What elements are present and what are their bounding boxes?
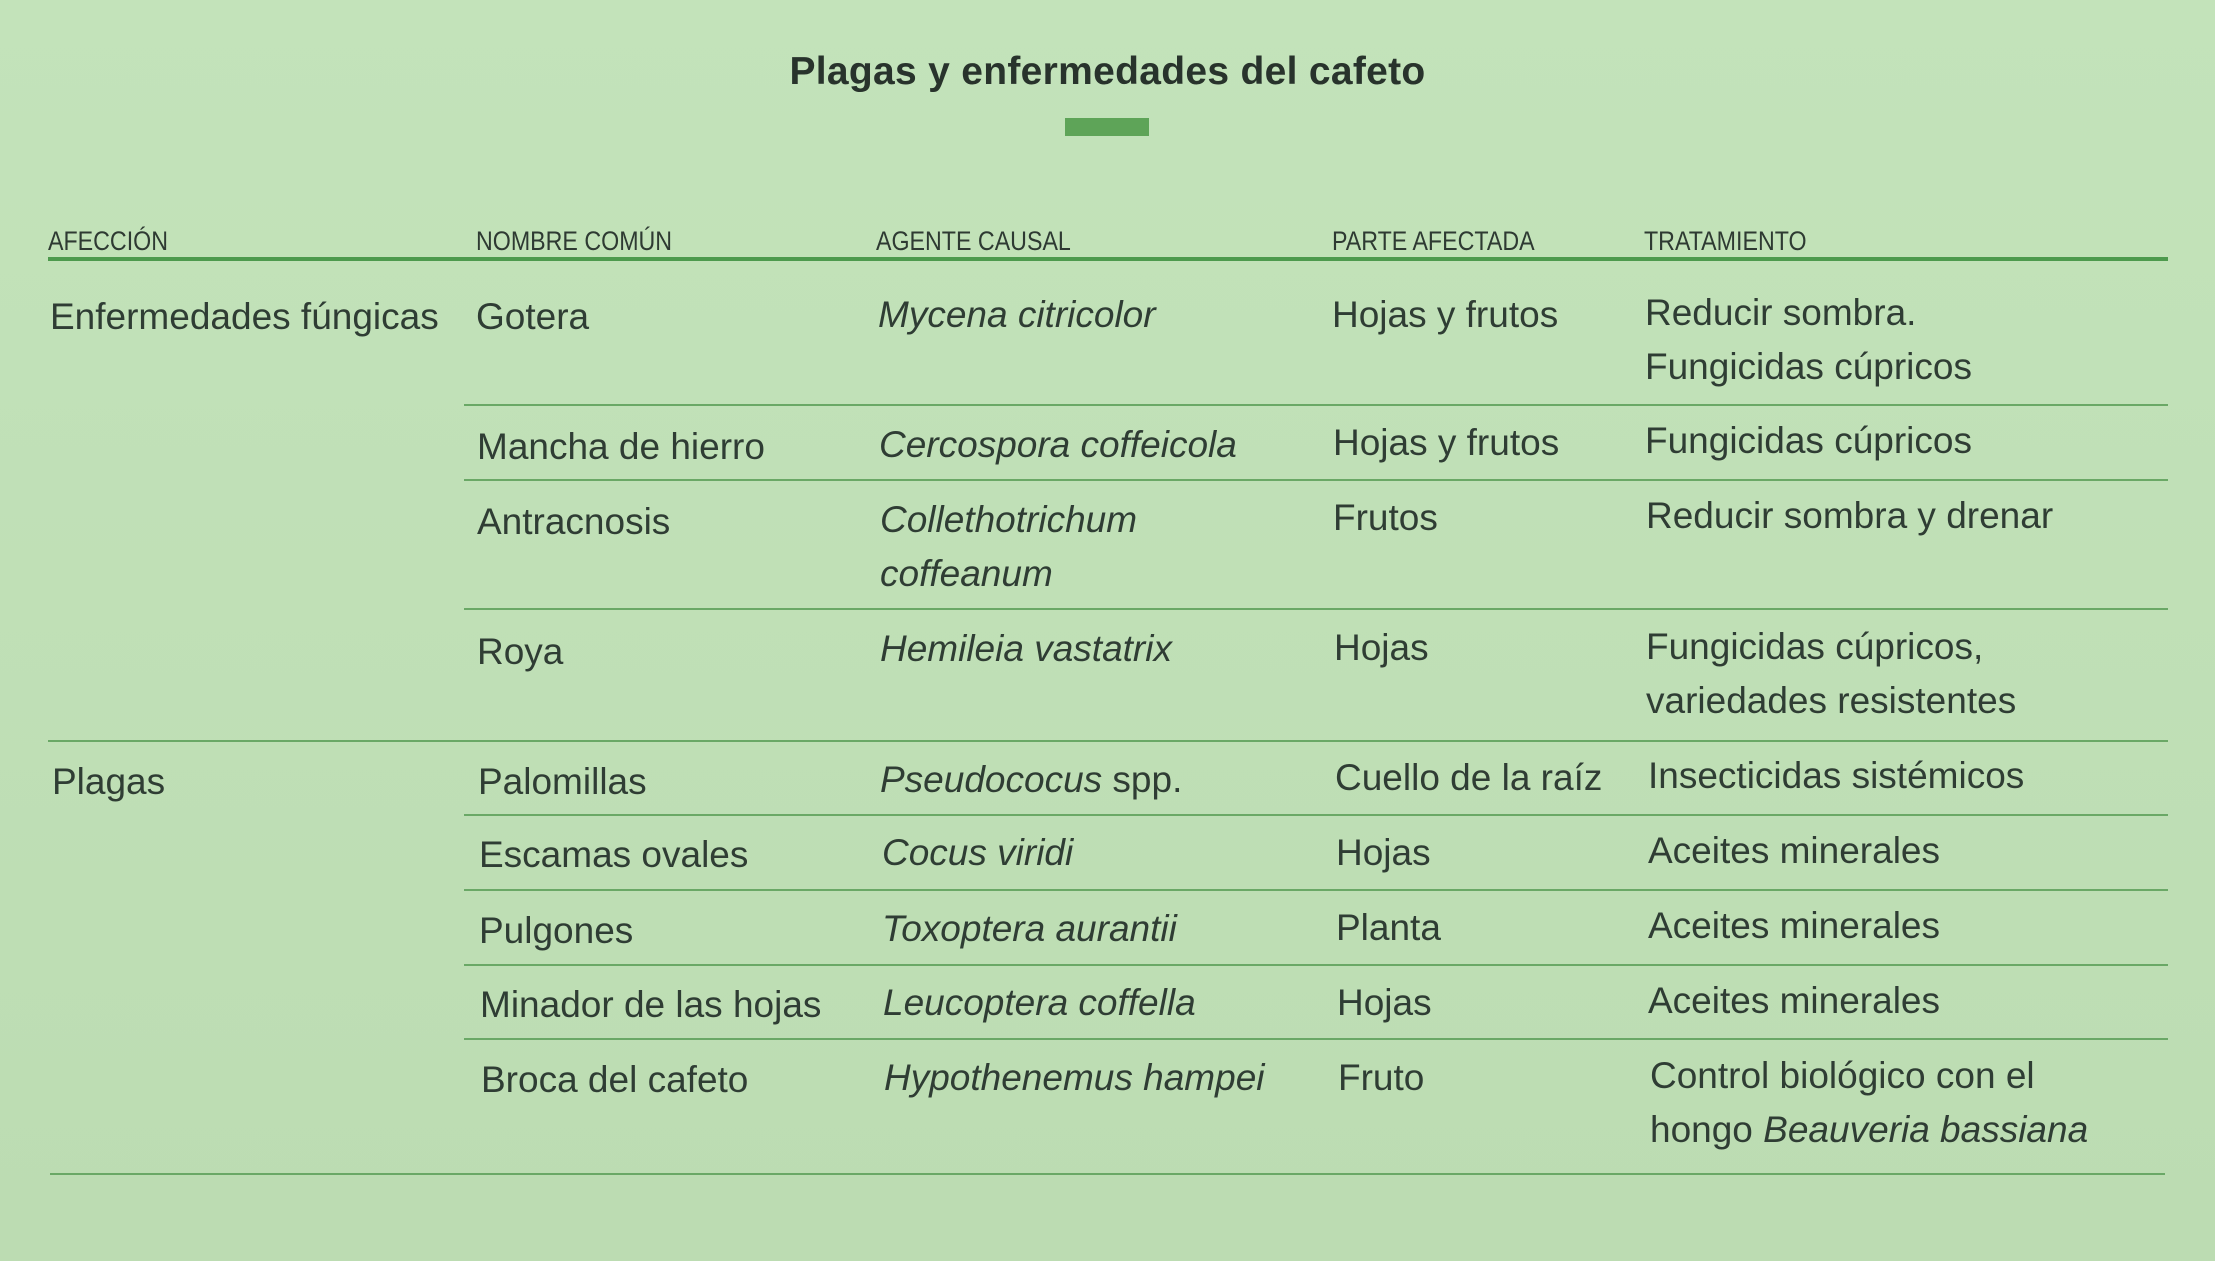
cell-tratamiento: Aceites minerales [1648,830,1941,871]
cell-nombre: Minador de las hojas [480,984,822,1025]
cell-tratamiento: Fungicidas cúpricos [1645,420,1972,461]
agente-suffix: spp. [1102,759,1183,800]
cell-parte: Hojas [1334,627,1429,668]
header-afeccion: AFECCIÓN [48,226,168,256]
row-divider [464,479,2168,481]
cell-parte: Fruto [1338,1057,1425,1098]
cell-parte: Planta [1336,907,1441,948]
cell-tratamiento: Insecticidas sistémicos [1648,755,2025,796]
row-divider [464,404,2168,406]
header-parte-afectada: PARTE AFECTADA [1332,226,1535,256]
header-agente-causal: AGENTE CAUSAL [876,226,1071,256]
cell-agente: Cocus viridi [882,832,1074,873]
header-tratamiento: TRATAMIENTO [1644,226,1807,256]
group-label-plagas: Plagas [52,761,166,802]
cell-tratamiento: Aceites minerales [1648,905,1941,946]
cell-agente: Toxoptera aurantii [882,908,1177,949]
cell-tratamiento: Control biológico con el [1650,1055,2035,1096]
cell-parte: Cuello de la raíz [1335,757,1603,798]
cell-parte: Frutos [1333,497,1438,538]
cell-nombre: Escamas ovales [479,834,749,875]
cell-parte: Hojas y frutos [1332,294,1559,335]
header-nombre-comun: NOMBRE COMÚN [476,226,673,256]
cell-nombre: Roya [477,631,564,672]
cell-agente: Collethotrichum [880,499,1138,540]
row-divider [464,964,2168,966]
cell-nombre: Broca del cafeto [481,1059,749,1100]
title-accent-bar [1065,118,1149,136]
cell-nombre: Gotera [476,296,590,337]
cell-agente: Hypothenemus hampei [884,1057,1265,1098]
cell-agente: Mycena citricolor [878,294,1156,335]
cell-agente: Cercospora coffeicola [879,424,1237,465]
row-divider [464,608,2168,610]
cell-nombre: Mancha de hierro [477,426,765,467]
group-divider [48,740,2168,742]
agente-genus: Pseudococus [880,759,1103,800]
row-divider [464,814,2168,816]
page-title: Plagas y enfermedades del cafeto [789,50,1426,93]
table-bottom-rule [50,1173,2165,1175]
cell-parte: Hojas [1337,982,1432,1023]
cell-agente: Hemileia vastatrix [880,628,1172,669]
cell-parte: Hojas [1336,832,1431,873]
cell-tratamiento: Aceites minerales [1648,980,1941,1021]
row-divider [464,889,2168,891]
cell-tratamiento: Reducir sombra y drenar [1646,495,2054,536]
row-divider [464,1038,2168,1040]
cell-agente: Leucoptera coffella [883,982,1196,1023]
cell-tratamiento-line2: Fungicidas cúpricos [1645,346,1972,387]
cell-tratamiento: Fungicidas cúpricos, [1646,626,1984,667]
cell-tratamiento-line2 [1650,1103,2088,1157]
cell-tratamiento: Reducir sombra. [1645,292,1917,333]
cell-nombre: Antracnosis [477,501,671,542]
group-label-enfermedades: Enfermedades fúngicas [50,296,439,337]
tratamiento-species: Beauveria bassiana [1763,1109,2089,1150]
cell-agente [880,753,1182,807]
cell-parte: Hojas y frutos [1333,422,1560,463]
header-rule [48,257,2168,261]
cell-nombre: Palomillas [478,761,647,802]
cell-agente-line2: coffeanum [880,553,1053,594]
tratamiento-prefix: hongo [1650,1109,1764,1150]
cell-tratamiento-line2: variedades resistentes [1646,680,2017,721]
cell-nombre: Pulgones [479,910,634,951]
